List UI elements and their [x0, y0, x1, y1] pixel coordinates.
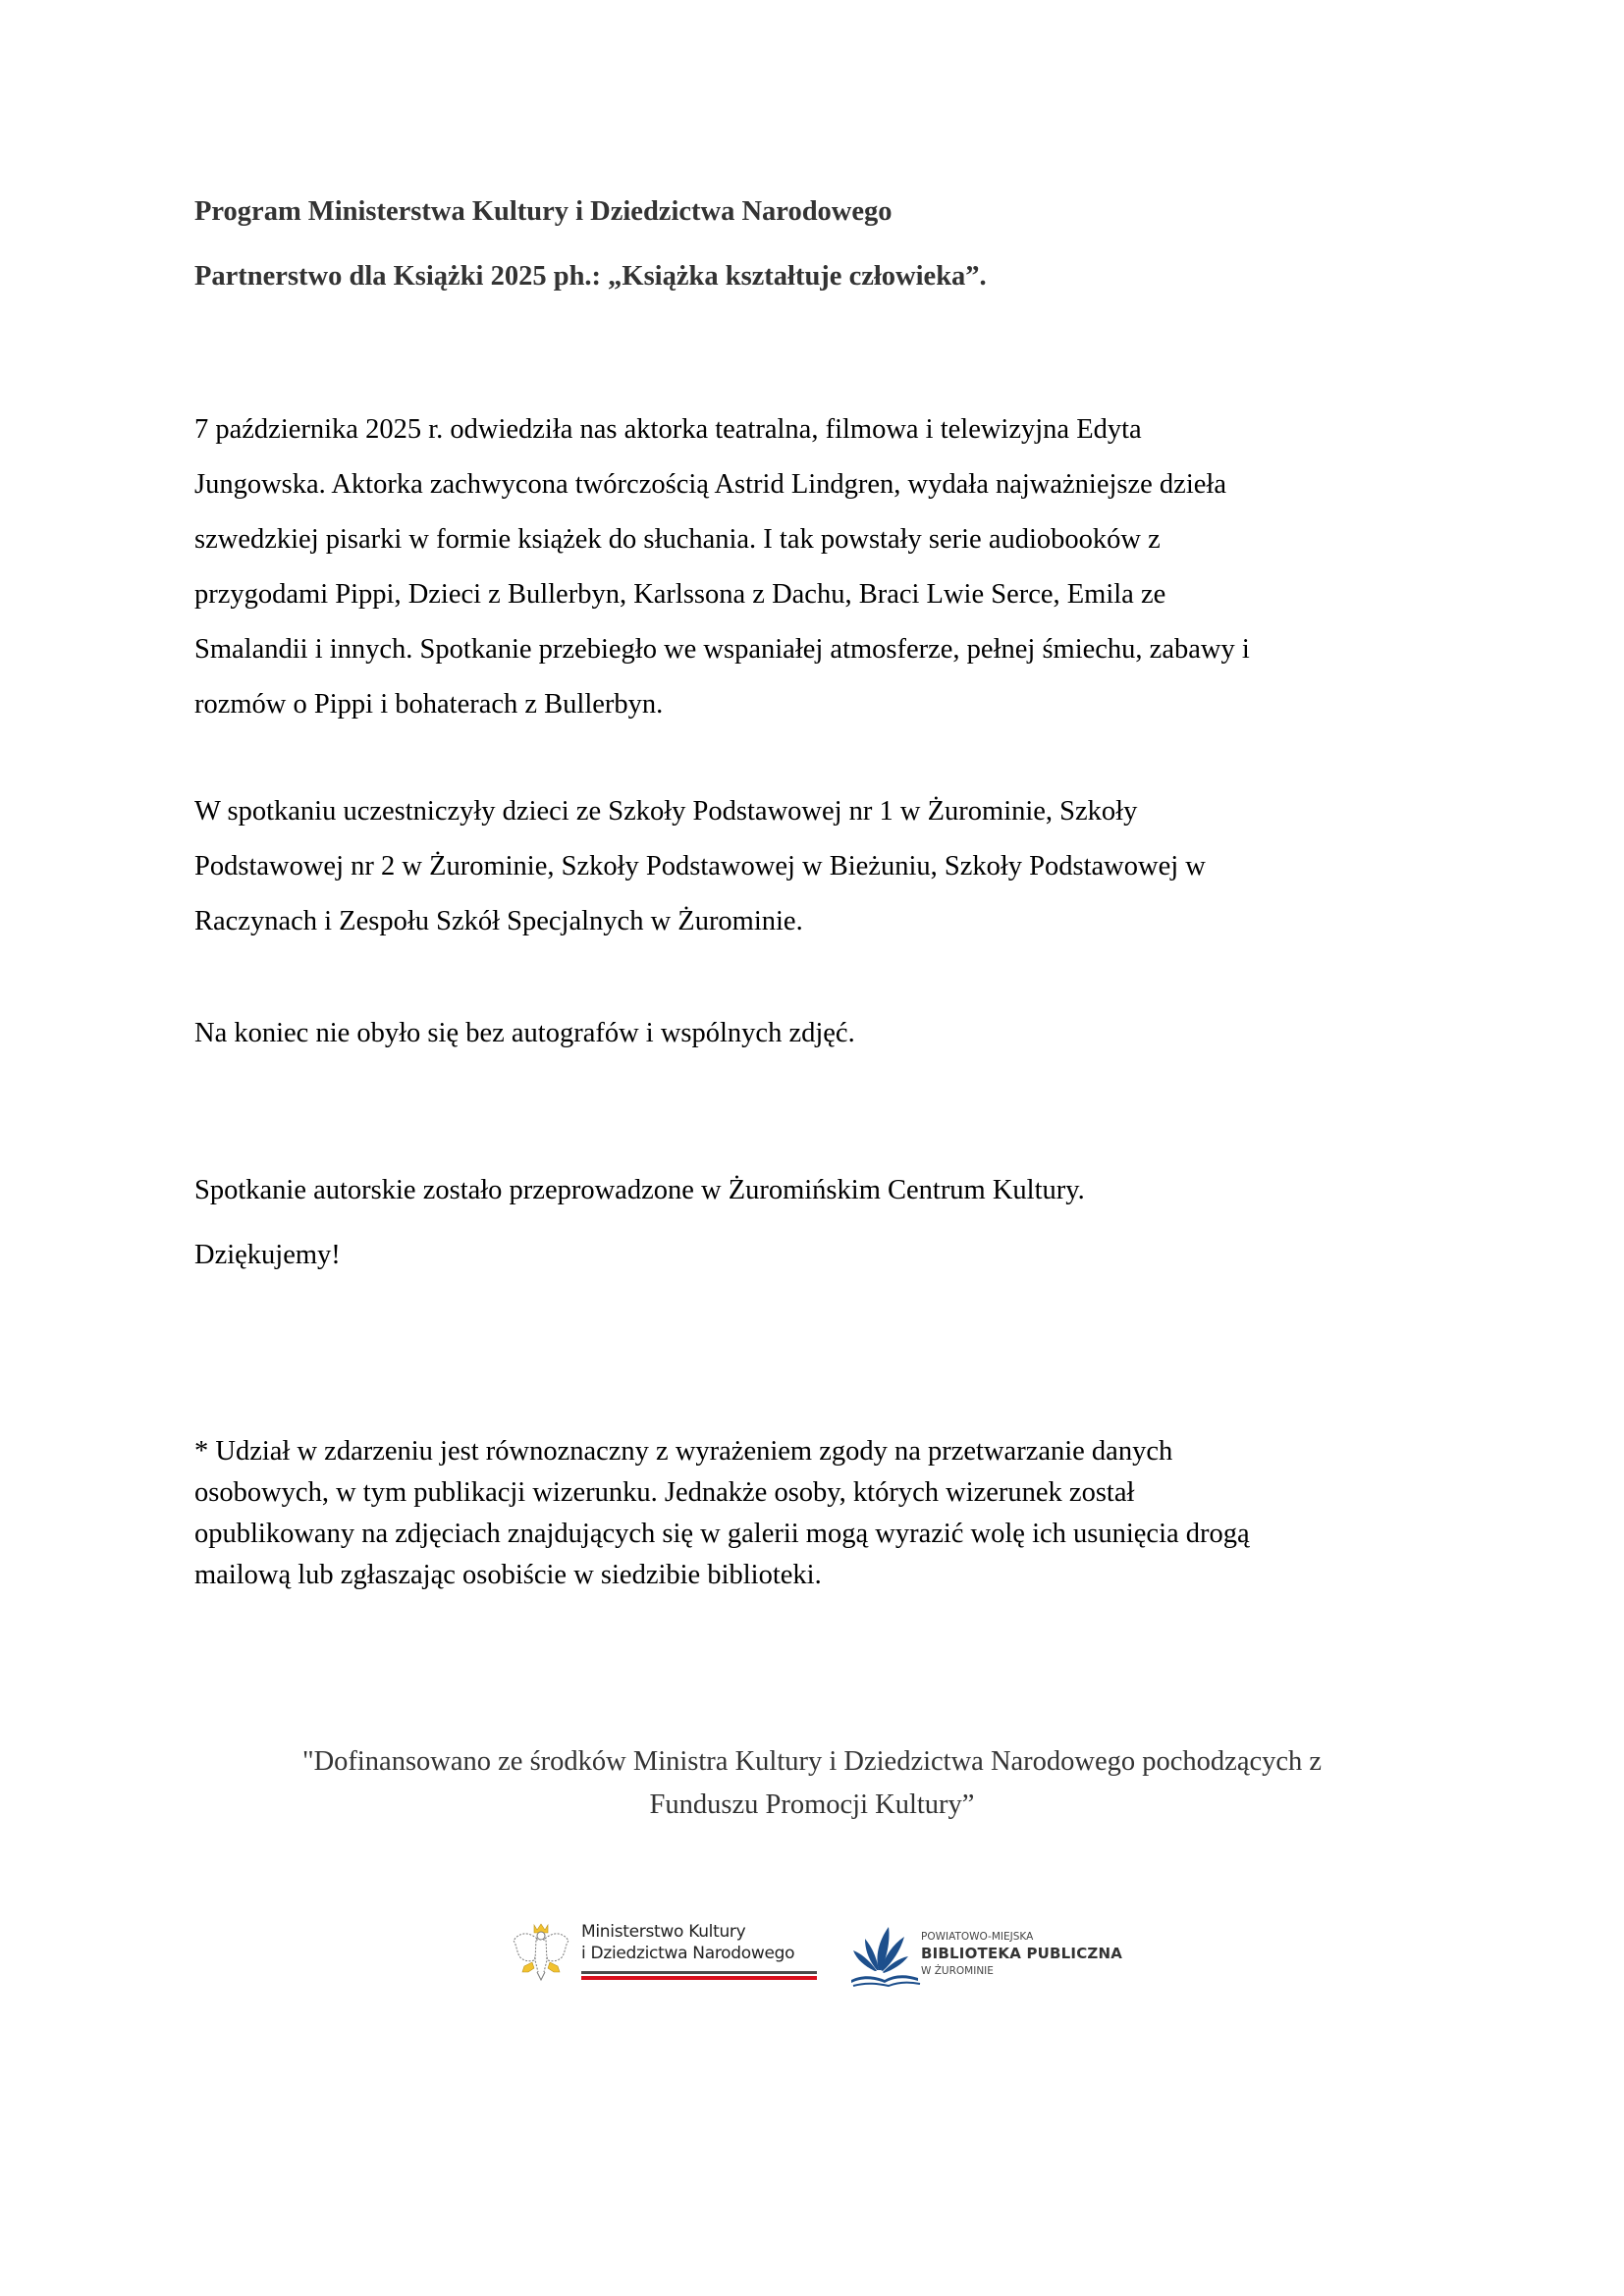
polish-eagle-emblem-icon — [511, 1921, 571, 1982]
paragraph-autographs: Na koniec nie obyło się bez autografów i wspólnych zdjęć. — [194, 1018, 855, 1048]
ministry-stripe-dark — [581, 1971, 817, 1974]
paragraph-line: przygodami Pippi, Dzieci z Bullerbyn, Karlssona z Dachu, Braci Lwie Serce, Emila ze — [194, 579, 1166, 610]
paragraph-line: Podstawowej nr 2 w Żurominie, Szkoły Podstawowej w Bieżuniu, Szkoły Podstawowej w — [194, 851, 1206, 881]
library-type: POWIATOWO-MIEJSKA — [921, 1931, 1034, 1943]
program-subtitle: Partnerstwo dla Książki 2025 ph.: „Książka kształtuje człowieka”. — [194, 261, 987, 292]
ministry-stripe-red — [581, 1976, 817, 1980]
disclaimer-line: opublikowany na zdjęciach znajdujących się w galerii mogą wyrazić wolę ich usunięcia drogą — [194, 1519, 1250, 1549]
paragraph-line: 7 października 2025 r. odwiedziła nas aktorka teatralna, filmowa i telewizyjna Edyta — [194, 414, 1142, 445]
program-title: Program Ministerstwa Kultury i Dziedzictwa Narodowego — [194, 196, 893, 227]
paragraph-line: Smalandii i innych. Spotkanie przebiegło we wspaniałej atmosferze, pełnej śmiechu, zabawy i — [194, 634, 1250, 665]
disclaimer-line: osobowych, w tym publikacji wizerunku. Jednakże osoby, których wizerunek został — [194, 1477, 1135, 1508]
ministry-logo — [511, 1919, 825, 1998]
paragraph-venue: Spotkanie autorskie zostało przeprowadzone w Żuromińskim Centrum Kultury. — [194, 1175, 1085, 1205]
funding-note-line: "Dofinansowano ze środków Ministra Kultury i Dziedzictwa Narodowego pochodzących z — [301, 1746, 1323, 1777]
funding-note-line: Funduszu Promocji Kultury” — [649, 1789, 975, 1820]
disclaimer-line: * Udział w zdarzeniu jest równoznaczny z wyrażeniem zgody na przetwarzanie danych — [194, 1436, 1173, 1467]
paragraph-line: rozmów o Pippi i bohaterach z Bullerbyn. — [194, 689, 664, 720]
thank-you-text: Dziękujemy! — [194, 1240, 341, 1270]
paragraph-line: szwedzkiej pisarki w formie książek do słuchania. I tak powstały serie audiobooków z — [194, 524, 1161, 555]
paragraph-line: W spotkaniu uczestniczyły dzieci ze Szkoły Podstawowej nr 1 w Żurominie, Szkoły — [194, 796, 1138, 827]
sponsor-logos — [511, 1919, 1139, 2007]
disclaimer-line: mailową lub zgłaszając osobiście w siedzibie biblioteki. — [194, 1560, 822, 1590]
library-city: W ŻUROMINIE — [921, 1965, 994, 1977]
paragraph-line: Jungowska. Aktorka zachwycona twórczością Astrid Lindgren, wydała najważniejsze dzieła — [194, 469, 1226, 500]
library-logo — [849, 1919, 1144, 1998]
ministry-name — [581, 1921, 794, 1964]
paragraph-line: Raczynach i Zespołu Szkół Specjalnych w Żurominie. — [194, 906, 803, 936]
ministry-name-line: Ministerstwo Kultury — [581, 1922, 746, 1942]
library-name: BIBLIOTEKA PUBLICZNA — [921, 1945, 1123, 1962]
ministry-name-line: i Dziedzictwa Narodowego — [581, 1944, 795, 1963]
